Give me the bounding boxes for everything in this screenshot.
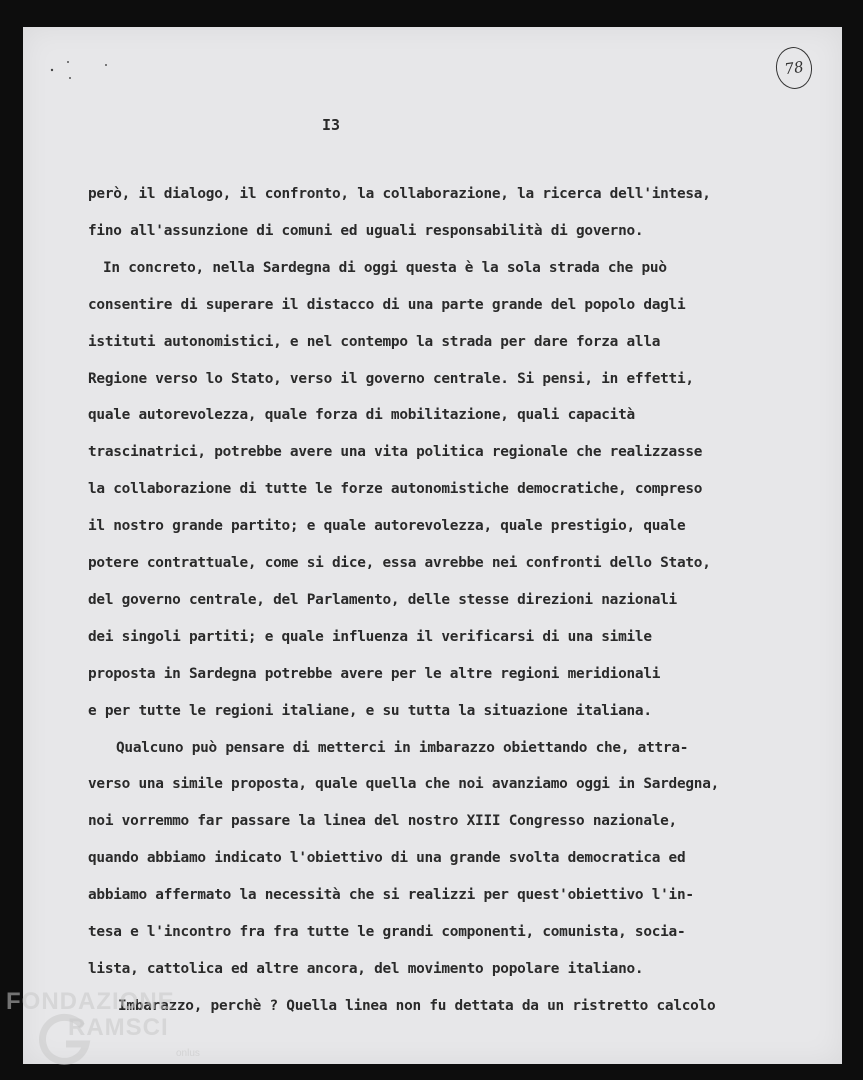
watermark-sub: onlus: [176, 1048, 200, 1059]
text-line: dei singoli partiti; e quale influenza il verificarsi di una simile: [88, 628, 652, 645]
text-line: tesa e l'incontro fra fra tutte le grandi componenti, comunista, socia-: [88, 924, 686, 940]
text-line: e per tutte le regioni italiane, e su tutta la situazione italiana.: [88, 702, 652, 719]
text-line: la collaborazione di tutte le forze autonomistiche democratiche, compreso: [88, 481, 703, 498]
text-line: istituti autonomistici, e nel contempo la strada per dare forza alla: [88, 333, 661, 350]
text-line: lista, cattolica ed altre ancora, del movimento popolare italiano.: [88, 960, 644, 977]
text-line: quando abbiamo indicato l'obiettivo di una grande svolta democratica ed: [88, 850, 686, 867]
text-line: Qualcuno può pensare di metterci in imbarazzo obiettando che, attra-: [116, 739, 689, 756]
ink-specks: [48, 58, 118, 88]
watermark-line2: RAMSCI: [68, 1014, 169, 1041]
text-line: trascinatrici, potrebbe avere una vita politica regionale che realizzasse: [88, 444, 703, 461]
text-line: verso una simile proposta, quale quella che noi avanziamo oggi in Sardegna,: [88, 776, 720, 793]
text-line: però, il dialogo, il confronto, la collaborazione, la ricerca dell'intesa,: [88, 186, 711, 202]
text-line: quale autorevolezza, quale forza di mobilitazione, quali capacità: [88, 407, 635, 424]
watermark-line1: FONDAZIONE: [6, 988, 175, 1015]
text-line: noi vorremmo far passare la linea del nostro XIII Congresso nazionale,: [88, 813, 677, 830]
text-line: potere contrattuale, come si dice, essa avrebbe nei confronti dello Stato,: [88, 555, 711, 571]
text-line: del governo centrale, del Parlamento, delle stesse direzioni nazionali: [88, 591, 677, 608]
text-line: abbiamo affermato la necessità che si realizzi per quest'obiettivo l'in-: [88, 887, 694, 904]
text-line: Regione verso lo Stato, verso il governo centrale. Si pensi, in effetti,: [88, 370, 694, 387]
page-number: I3: [322, 116, 341, 134]
text-line: fino all'assunzione di comuni ed uguali responsabilità di governo.: [88, 222, 644, 239]
text-line: proposta in Sardegna potrebbe avere per le altre regioni meridionali: [88, 665, 661, 682]
text-line: In concreto, nella Sardegna di oggi questa è la sola strada che può: [103, 259, 667, 276]
text-line: il nostro grande partito; e quale autorevolezza, quale prestigio, quale: [88, 518, 686, 535]
handwritten-page-number: 78: [773, 45, 814, 92]
watermark: [6, 988, 226, 1068]
document-page: [23, 27, 842, 1064]
text-line: consentire di superare il distacco di una parte grande del popolo dagli: [88, 296, 686, 313]
text-line: Imbarazzo, perchè ? Quella linea non fu dettata da un ristretto calcolo: [118, 997, 716, 1014]
